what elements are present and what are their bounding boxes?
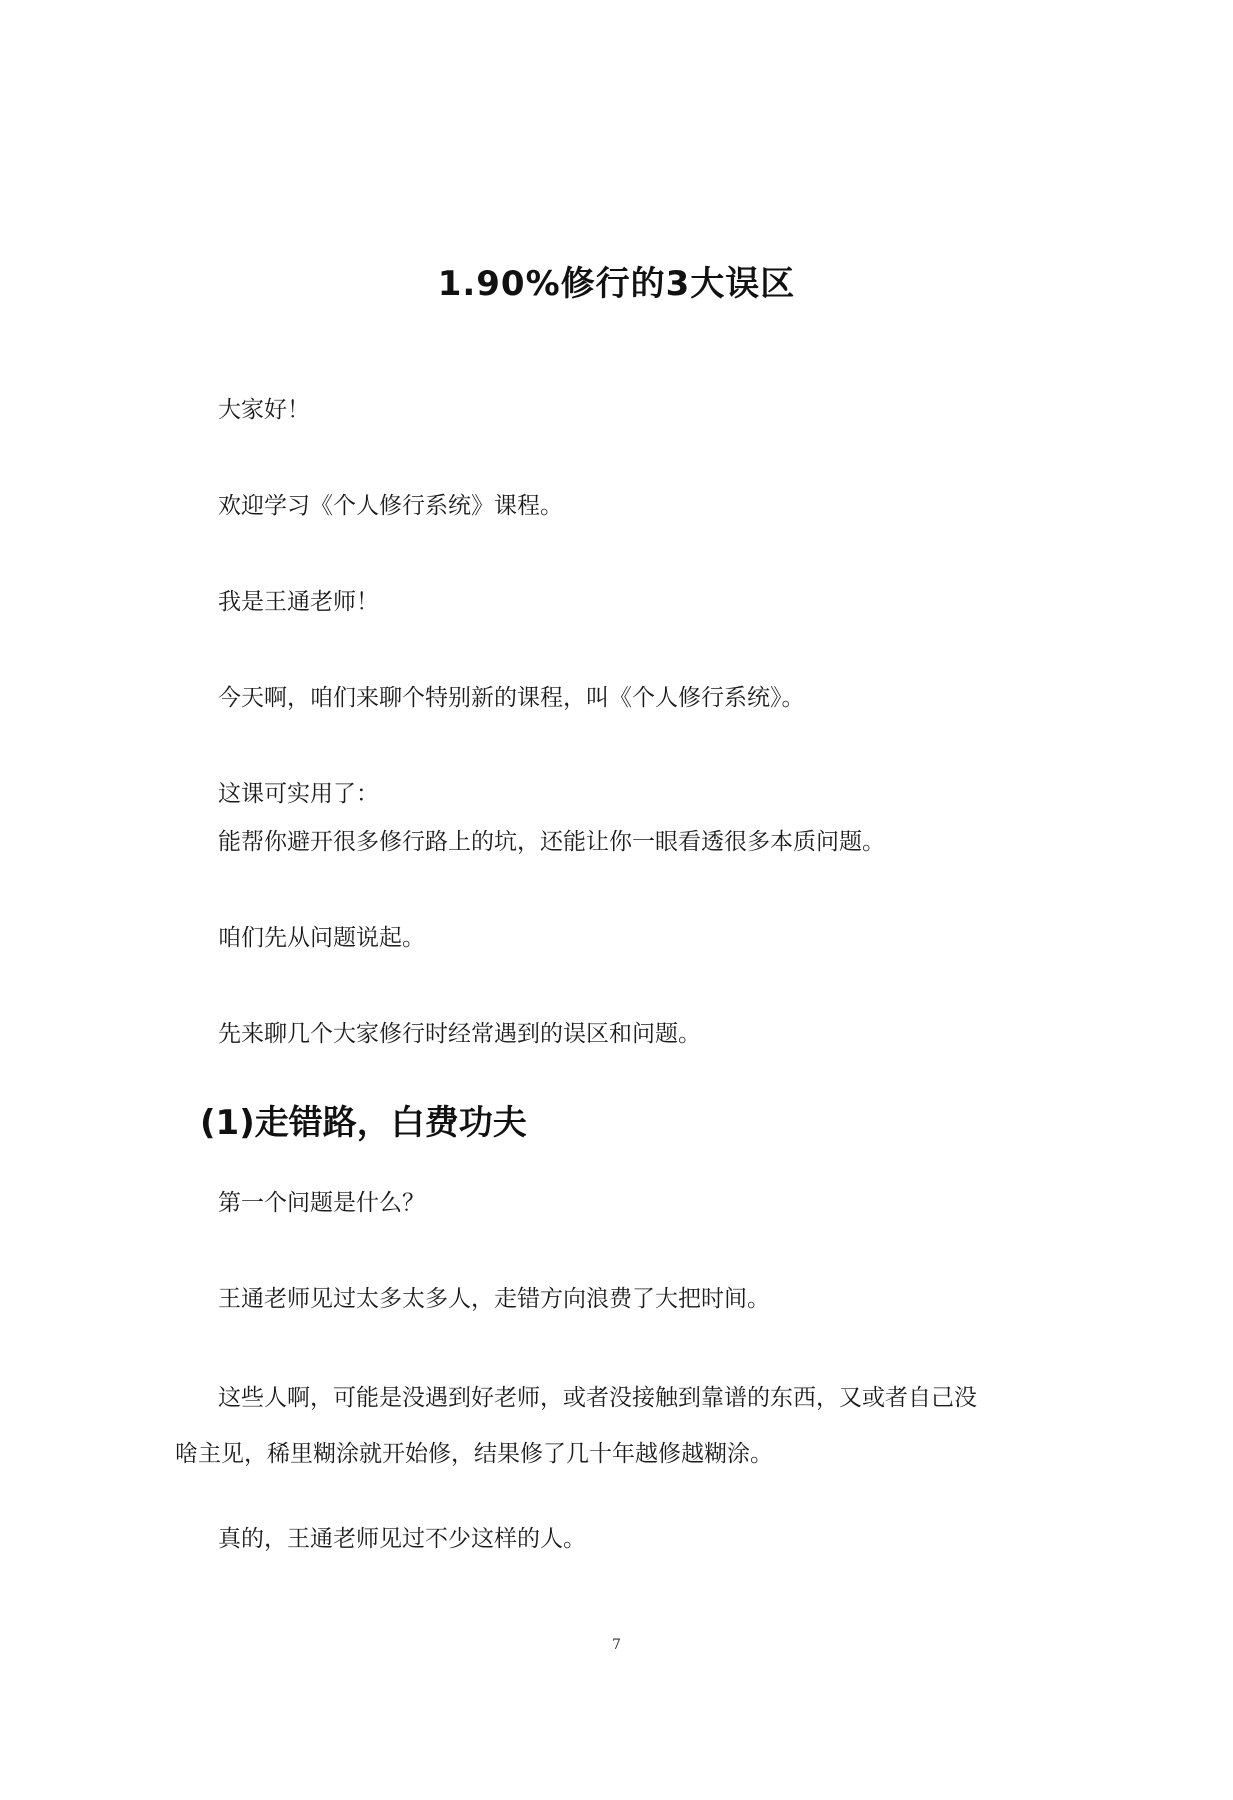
section-paragraph-1: 第一个问题是什么？ (218, 1190, 425, 1216)
start-paragraph: 咱们先从问题说起。 (218, 925, 425, 951)
intro-paragraph: 我是王通老师！ (218, 589, 379, 615)
section-paragraph-3-line1: 这些人啊，可能是没遇到好老师，或者没接触到靠谱的东西，又或者自己没 (218, 1385, 977, 1411)
useful-paragraph-line1: 这课可实用了： (218, 781, 379, 807)
course-paragraph: 今天啊，咱们来聊个特别新的课程，叫《个人修行系统》。 (218, 685, 805, 711)
useful-paragraph-line2: 能帮你避开很多修行路上的坑，还能让你一眼看透很多本质问题。 (218, 829, 885, 855)
misconceptions-paragraph: 先来聊几个大家修行时经常遇到的误区和问题。 (218, 1021, 701, 1047)
page-number: 7 (612, 1637, 621, 1653)
greeting-paragraph: 大家好！ (218, 397, 310, 423)
section-paragraph-2: 王通老师见过太多太多人，走错方向浪费了大把时间。 (218, 1286, 770, 1312)
welcome-paragraph: 欢迎学习《个人修行系统》课程。 (218, 493, 563, 519)
section-paragraph-3 (175, 1370, 1025, 1482)
section-paragraph-3-line2: 啥主见，稀里糊涂就开始修，结果修了几十年越修越糊涂。 (175, 1441, 773, 1467)
page-title: 1.90%修行的3大误区 (437, 264, 796, 304)
section-paragraph-4: 真的，王通老师见过不少这样的人。 (218, 1526, 586, 1552)
section-heading: (1)走错路，白费功夫 (200, 1103, 527, 1143)
